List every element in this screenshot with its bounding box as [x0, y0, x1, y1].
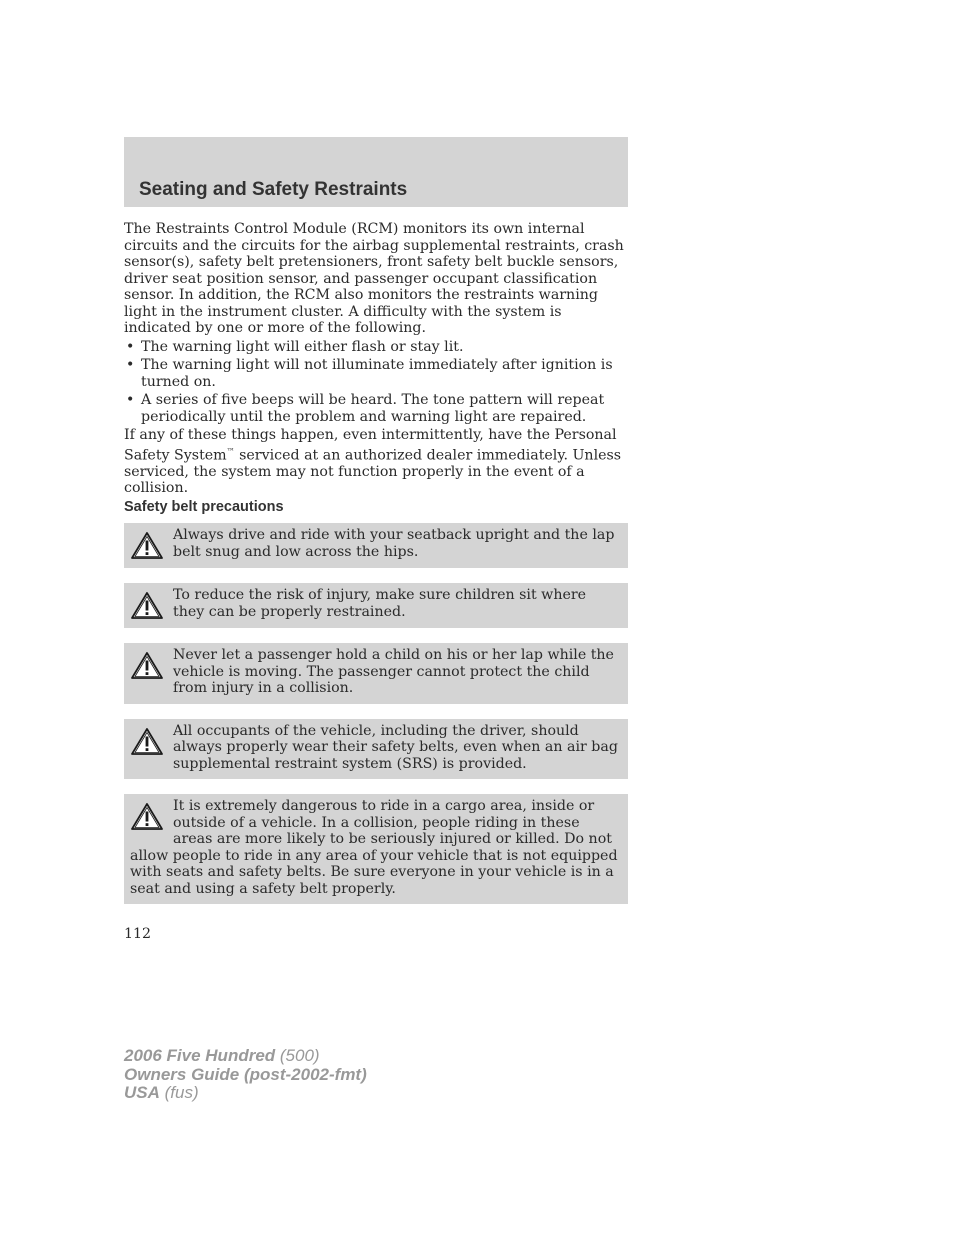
- list-item: [124, 392, 628, 425]
- symptom-list: [124, 339, 628, 426]
- list-item: [124, 357, 628, 390]
- subsection-heading: Safety belt precautions: [124, 498, 284, 515]
- list-item-text: The warning light will not illuminate immediately after ignition is turned on.: [141, 357, 613, 390]
- warning-text: It is extremely dangerous to ride in a cargo area, inside or outside of a vehicle. In a collision, people riding in these areas are more likely to be seriously injured or killed. Do not allow people to ride in any area of your vehicle that is not equipped with seats and safety belts. Be sure everyone in your vehicle is in a seat and using a safety belt properly.: [130, 798, 618, 897]
- warning-triangle-icon: [130, 802, 164, 832]
- warning-triangle-icon: [130, 531, 164, 561]
- warning-box: [124, 794, 628, 904]
- service-text-part2: serviced at an authorized dealer immediately. Unless serviced, the system may not function properly in the event of a collision.: [124, 447, 622, 497]
- bullet-glyph: •: [126, 392, 135, 408]
- list-item-text: A series of five beeps will be heard. The tone pattern will repeat periodically until the problem and warning light are repaired.: [141, 392, 605, 425]
- list-item: [124, 339, 628, 356]
- footer-line-guide: [124, 1066, 367, 1085]
- warning-box: [124, 583, 628, 628]
- footer-model-name: 2006 Five Hundred: [124, 1046, 276, 1065]
- page-number: 112: [124, 926, 152, 942]
- footer-market-code: (fus): [159, 1083, 199, 1102]
- section-title: Seating and Safety Restraints: [139, 179, 408, 200]
- footer-line-model: [124, 1047, 367, 1066]
- footer-market: USA: [124, 1083, 160, 1102]
- bullet-glyph: •: [126, 357, 135, 373]
- warning-text: To reduce the risk of injury, make sure children sit where they can be properly restrained.: [173, 587, 587, 620]
- warning-box: [124, 719, 628, 780]
- service-paragraph: [124, 427, 628, 497]
- footer-guide-name: Owners Guide (post-2002-fmt): [124, 1064, 367, 1084]
- warning-text: Always drive and ride with your seatback upright and the lap belt snug and low across the hips.: [173, 527, 615, 560]
- footer-line-market: [124, 1084, 367, 1103]
- section-header-band: [124, 137, 628, 207]
- bullet-glyph: •: [126, 338, 135, 355]
- warning-box: [124, 523, 628, 568]
- footer-model-code: (500): [275, 1046, 320, 1065]
- list-item-text: The warning light will either flash or stay lit.: [141, 338, 464, 355]
- warning-text: Never let a passenger hold a child on his or her lap while the vehicle is moving. The passenger cannot protect the child from injury in a collision.: [173, 647, 614, 697]
- warning-box: [124, 643, 628, 704]
- intro-paragraph: The Restraints Control Module (RCM) monitors its own internal circuits and the circuits for the airbag supplemental restraints, crash sensor(s), safety belt pretensioners, front safety belt buckle sensors, driver seat position sensor, and passenger occupant classification sensor. In addition, the RCM also monitors the restraints warning light in the instrument cluster. A difficulty with the system is indicated by one or more of the following.: [124, 221, 624, 336]
- warning-triangle-icon: [130, 651, 164, 681]
- trademark-mark: ™: [226, 446, 235, 456]
- document-footer: [124, 1047, 367, 1103]
- page-content: [124, 221, 628, 919]
- warning-triangle-icon: [130, 591, 164, 621]
- service-text-part1: If any of these things happen, even intermittently, have the Personal Safety System: [124, 427, 617, 464]
- warning-triangle-icon: [130, 727, 164, 757]
- warning-text: All occupants of the vehicle, including the driver, should always properly wear their safety belts, even when an air bag supplemental restraint system (SRS) is provided.: [173, 722, 618, 772]
